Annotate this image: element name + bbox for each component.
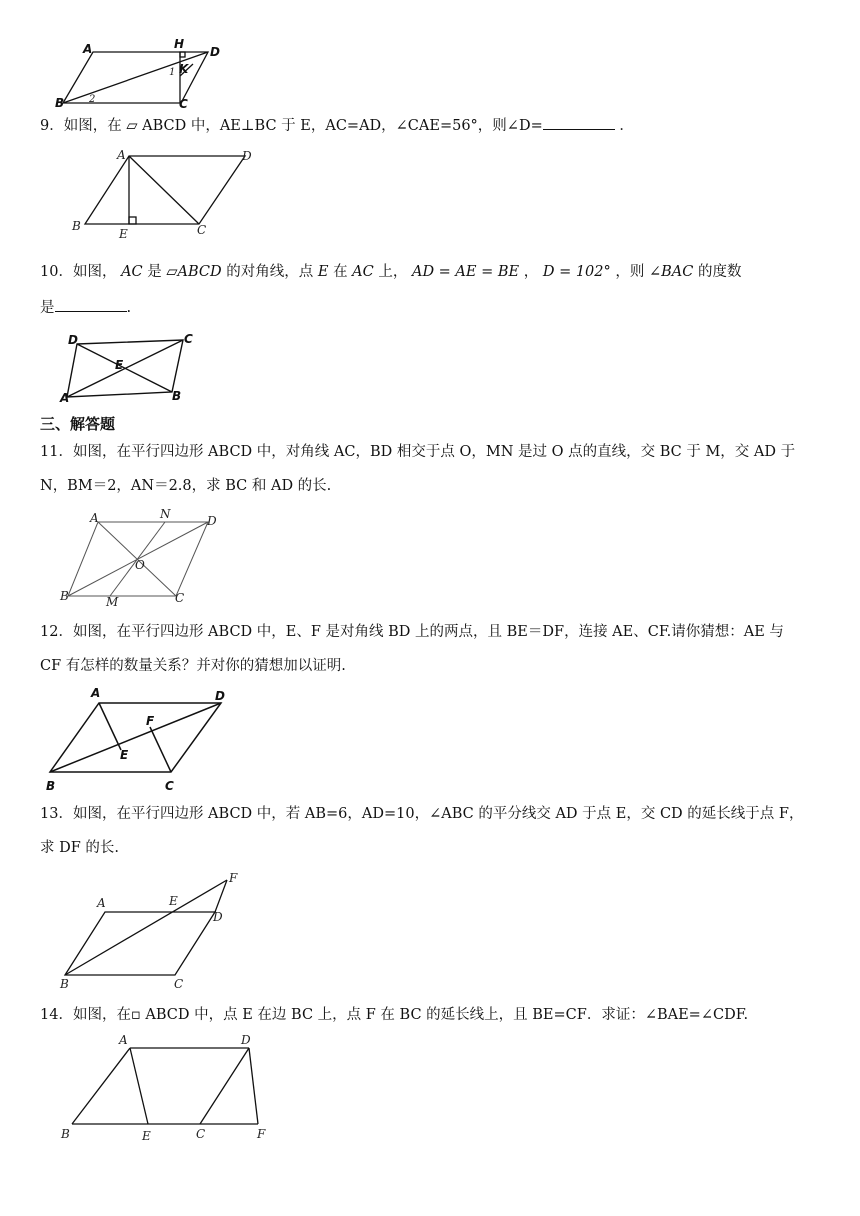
label-D: D (241, 1033, 251, 1047)
label-D: D (242, 149, 252, 163)
q10-answer-blank[interactable] (55, 297, 127, 312)
label-D: D (215, 689, 225, 703)
label-C: C (175, 591, 185, 605)
label-C: C (196, 1127, 206, 1141)
label-A: A (90, 511, 99, 525)
label-D: D (210, 45, 220, 59)
figure-top-svg (55, 38, 230, 110)
figure-13-svg (55, 870, 250, 992)
label-A: A (97, 896, 106, 910)
label-B: B (61, 1127, 70, 1141)
q9-number: 9． (40, 118, 64, 134)
label-angle-1: 1 (169, 67, 176, 78)
question-11-line2: N，BM＝2，AN＝2.8，求 BC 和 AD 的长. (40, 478, 332, 494)
figure-9-svg (72, 148, 267, 240)
figure-13 (55, 870, 250, 992)
figure-14 (58, 1030, 273, 1145)
figure-10 (60, 330, 197, 405)
label-A: A (119, 1033, 128, 1047)
label-E: E (169, 894, 178, 908)
question-13-line1: 13．如图，在平行四边形 ABCD 中，若 AB=6，AD=10，∠ABC 的平分线交 AD 于点 E，交 CD 的延长线于点 F， (40, 806, 804, 822)
question-11-line1: 11．如图，在平行四边形 ABCD 中，对角线 AC，BD 相交于点 O，MN 是过 O 点的直线，交 BC 于 M，交 AD 于 (40, 444, 796, 460)
label-M: M (106, 595, 119, 609)
label-A: A (117, 148, 126, 162)
label-H: H (174, 37, 185, 51)
label-F: F (229, 871, 238, 885)
label-K: K (179, 62, 189, 76)
label-E: E (115, 358, 124, 372)
label-B: B (55, 96, 65, 110)
figure-top (55, 38, 230, 110)
label-O: O (135, 558, 145, 572)
question-14-line1: 14．如图，在▫ ABCD 中，点 E 在边 BC 上，点 F 在 BC 的延长线上，且 BE=CF．求证：∠BAE=∠CDF. (40, 1007, 749, 1023)
label-E: E (119, 227, 128, 241)
label-B: B (72, 219, 81, 233)
q9-text-after: ABCD 中，AE⊥BC 于 E，AC=AD，∠CAE=56°，则∠D= (142, 118, 543, 134)
figure-12 (44, 684, 239, 794)
label-F: F (257, 1127, 266, 1141)
label-C: C (197, 223, 207, 237)
label-C: C (184, 332, 193, 346)
label-B: B (60, 977, 69, 991)
question-12-line1: 12．如图，在平行四边形 ABCD 中，E、F 是对角线 BD 上的两点，且 BE＝DF，连接 AE、CF.请你猜想：AE 与 (40, 624, 784, 640)
figure-9 (72, 148, 267, 240)
question-10-line2: 是 . (40, 297, 131, 318)
figure-11-svg (58, 508, 223, 608)
question-12-line2: CF 有怎样的数量关系？并对你的猜想加以证明. (40, 658, 346, 674)
label-E: E (142, 1129, 151, 1143)
q9-text-before: 如图，在 (63, 118, 122, 134)
label-A: A (91, 686, 101, 700)
figure-11 (58, 508, 223, 608)
label-C: C (165, 779, 174, 793)
label-C: C (174, 977, 184, 991)
label-A: A (60, 391, 70, 405)
label-N: N (160, 507, 171, 521)
figure-14-svg (58, 1030, 273, 1145)
q9-answer-blank[interactable] (543, 115, 615, 130)
label-B: B (60, 589, 69, 603)
label-B: B (172, 389, 182, 403)
question-9 (40, 115, 634, 136)
q9-end: ． (619, 118, 634, 134)
label-E: E (120, 748, 129, 762)
parallelogram-icon: ▱ (126, 118, 138, 134)
label-D: D (207, 514, 217, 528)
label-C: C (179, 97, 188, 111)
label-D: D (213, 910, 223, 924)
label-B: B (46, 779, 56, 793)
label-angle-2: 2 (89, 94, 96, 105)
figure-10-svg (60, 330, 197, 405)
figure-12-svg (44, 684, 239, 794)
label-F: F (146, 714, 155, 728)
section-3-title: 三、解答题 (40, 415, 116, 433)
question-13-line2: 求 DF 的长. (40, 840, 120, 856)
question-10-line1: 10．如图， AC 是 ▱ABCD 的对角线，点 E 在 AC 上， AD = AE = BE ， D = 102° ，则 ∠BAC 的度数 (40, 264, 742, 280)
label-D: D (68, 333, 78, 347)
label-A: A (83, 42, 93, 56)
